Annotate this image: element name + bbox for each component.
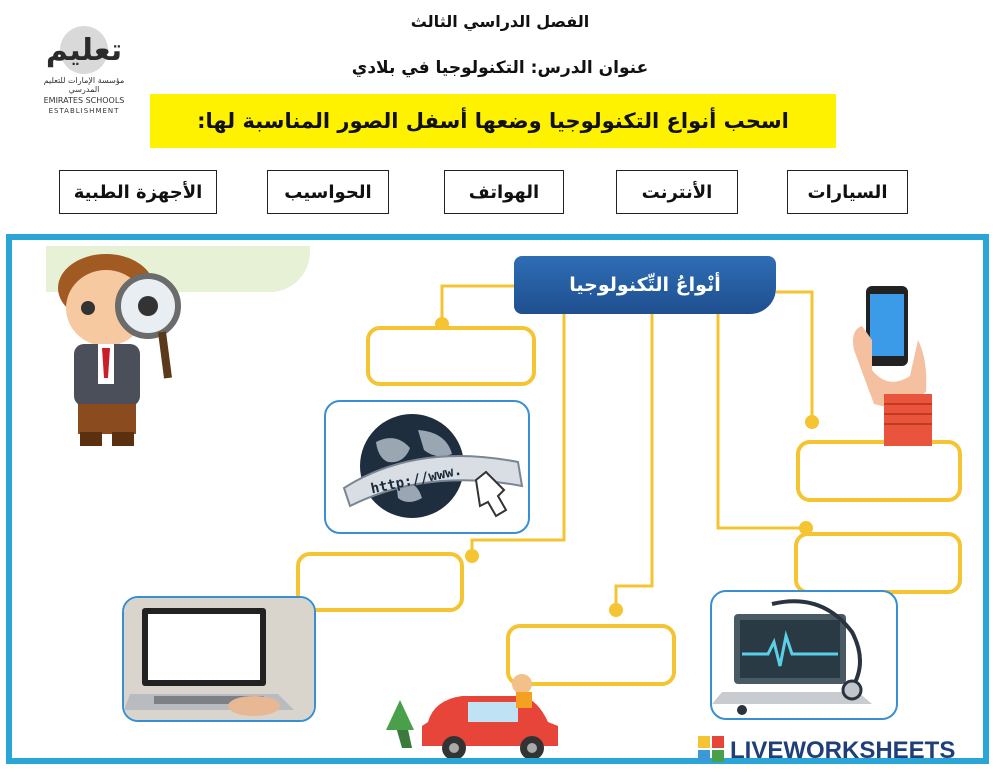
logo-text-arabic: مؤسسة الإمارات للتعليم المدرسي	[43, 76, 125, 94]
drop-zone-1[interactable]	[366, 326, 536, 386]
smartphone-icon	[848, 280, 938, 450]
globe-url-text: http://www.	[369, 462, 464, 498]
internet-image-card	[324, 400, 530, 534]
logo-emblem-icon	[36, 14, 132, 80]
word-internet[interactable]: الأنترنت	[616, 170, 738, 214]
laptop-icon	[124, 598, 316, 722]
logo-text-english-2: ESTABLISHMENT	[48, 107, 120, 115]
liveworksheets-logo-icon	[698, 736, 726, 766]
medical-image-card	[710, 590, 898, 720]
boy-magnifier-icon	[36, 248, 196, 458]
car-icon	[372, 660, 572, 760]
word-cars[interactable]: السيارات	[787, 170, 908, 214]
word-computers[interactable]: الحواسيب	[267, 170, 389, 214]
computer-image-card	[122, 596, 316, 722]
drop-zone-3[interactable]	[794, 532, 962, 594]
svg-text:تعليم: تعليم	[45, 33, 123, 68]
liveworksheets-brand	[698, 732, 994, 770]
logo	[36, 14, 132, 118]
word-medical-devices[interactable]: الأجهزة الطبية	[59, 170, 217, 214]
stethoscope-monitor-icon	[712, 592, 898, 720]
liveworksheets-text: LIVEWORKSHEETS	[730, 737, 956, 764]
word-phones[interactable]: الهواتف	[444, 170, 564, 214]
drop-zone-4[interactable]	[296, 552, 464, 612]
worksheet-panel	[6, 234, 989, 764]
instruction-banner: اسحب أنواع التكنولوجيا وضعها أسفل الصور المناسبة لها:	[150, 94, 836, 148]
lesson-title: عنوان الدرس: التكنولوجيا في بلادي	[351, 58, 649, 78]
logo-text-english-1: EMIRATES SCHOOLS	[43, 96, 125, 105]
semester-title: الفصل الدراسي الثالث	[410, 12, 590, 31]
globe-icon	[326, 402, 530, 534]
center-label: أنْواعُ التِّكنولوجيا	[514, 256, 776, 314]
